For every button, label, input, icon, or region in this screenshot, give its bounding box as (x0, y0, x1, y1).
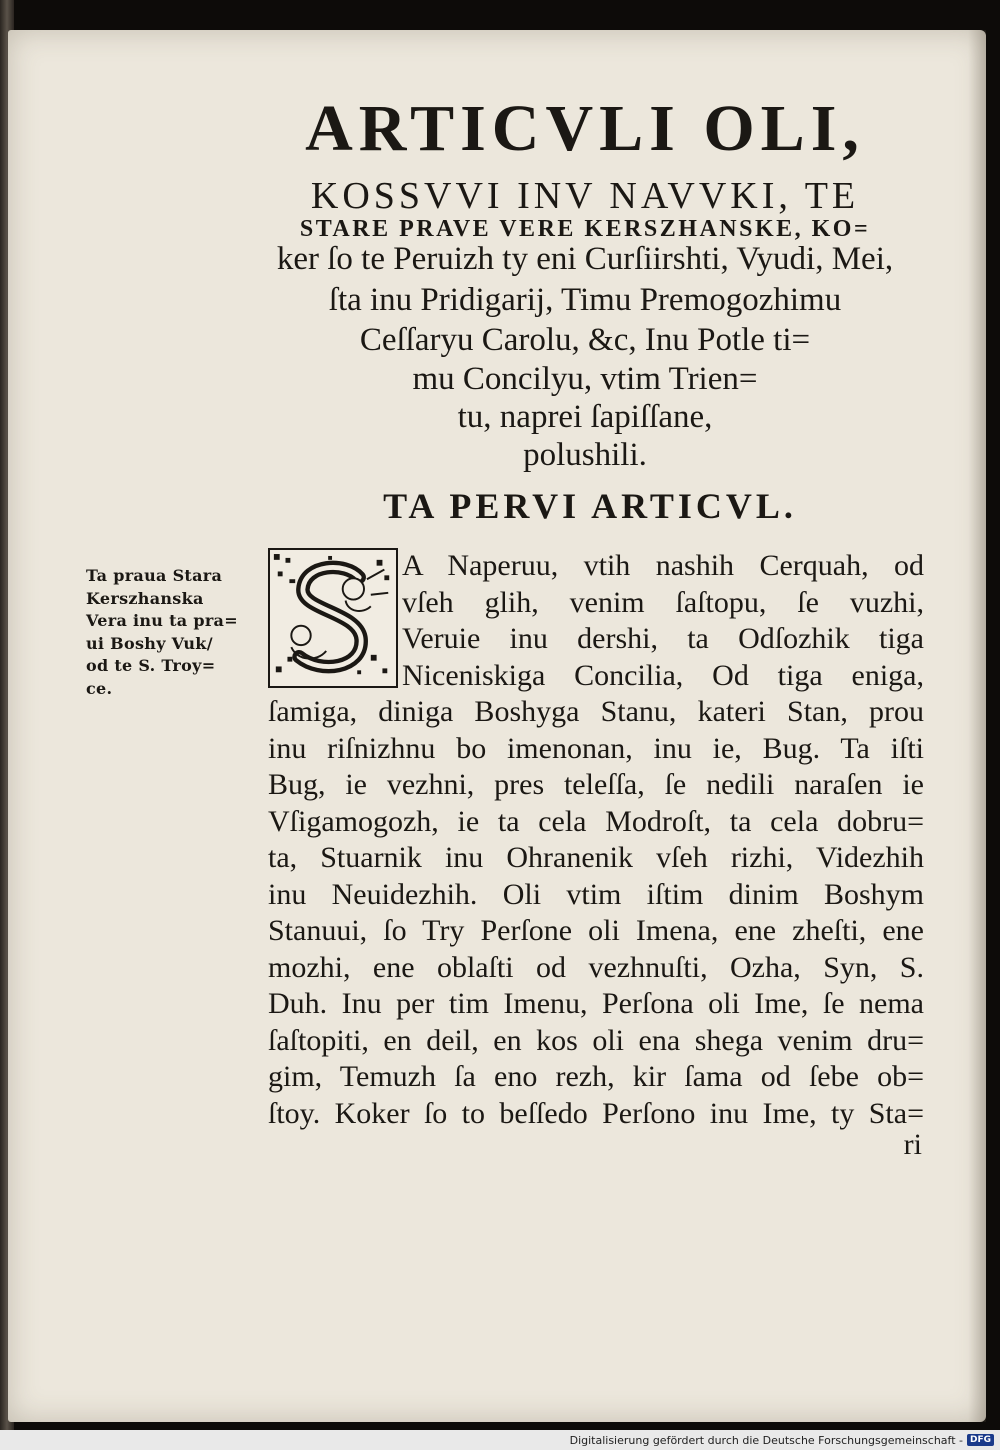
body-line: Duh. Inu per tim Imenu, Perſona oli Ime, ſe nema (268, 987, 924, 1020)
title-line-5: Ceſſaryu Carolu, &c, Inu Potle ti= (359, 322, 811, 358)
body-line: ſamiga, diniga Boshyga Stanu, kateri Stan, prou (268, 695, 924, 728)
marginal-note (86, 565, 261, 700)
marginal-note-line: Ta praua Stara (86, 566, 223, 585)
marginal-note-line: ui Boshy Vuk/ (86, 633, 213, 653)
title-line-7: tu, naprei ſapiſſane, (457, 399, 713, 435)
catchword: ri (903, 1128, 922, 1161)
body-line: mozhi, ene oblaſti od vezhnuſti, Ozha, Syn, S. (268, 950, 924, 984)
body-line: vſeh glih, venim ſaſtopu, ſe vuzhi, (402, 585, 924, 619)
title-line-4: ſta inu Pridigarij, Timu Premogozhimu (328, 282, 842, 318)
title-line-8: polushili. (523, 437, 647, 473)
body-line: gim, Temuzh ſa eno rezh, kir ſama od ſebe ob= (268, 1060, 924, 1093)
body-line: ſtoy. Koker ſo to beſſedo Perſono inu Ime, ty Sta= (268, 1096, 924, 1130)
body-line: Niceniskiga Concilia, Od tiga eniga, (402, 658, 924, 692)
marginal-note-line: od te S. Troy= (86, 656, 216, 675)
body-line: A Naperuu, vtih nashih Cerquah, od (402, 549, 924, 582)
title-line-2: STARE PRAVE VERE KERSZHANSKE, KO= (299, 216, 871, 242)
title-line-3: ker ſo te Peruizh ty eni Curſiirshti, Vyudi, Mei, (276, 241, 894, 277)
body-line: Bug, ie vezhni, pres teleſſa, ſe nedili naraſen ie (268, 768, 924, 801)
body-line: inu riſnizhnu bo imenonan, inu ie, Bug. Ta iſti (268, 731, 924, 765)
marginal-note-line: Vera inu ta pra= (86, 611, 238, 630)
body-line: Veruie inu dershi, ta Odſozhik tiga (402, 622, 924, 655)
digitization-footer (0, 1430, 1000, 1450)
dfg-logo[interactable]: DFG (967, 1434, 994, 1446)
section-title: TA PERVI ARTICVL. (383, 486, 797, 526)
decorated-initial (268, 548, 398, 688)
title-line-1: KOSSVVI INV NAVVKI, TE (310, 175, 860, 217)
body-line: ta, Stuarnik inu Ohranenik vſeh rizhi, Videzhih (268, 841, 924, 874)
body-line: inu Neuidezhih. Oli vtim iſtim dinim Boshym (268, 877, 924, 911)
footer-credit-text: Digitalisierung gefördert durch die Deutsche Forschungsgemeinschaft - (569, 1433, 963, 1447)
body-line: Vſigamogozh, ie ta cela Modroſt, ta cela dobru= (268, 804, 924, 838)
page-edge-shadow (968, 30, 986, 1422)
marginal-note-line: Kerszhanska (86, 588, 204, 608)
decorated-initial-s-icon (270, 550, 396, 686)
marginal-note-line: ce. (86, 678, 113, 698)
body-line: Stanuui, ſo Try Perſone oli Imena, ene zheſti, ene (268, 914, 924, 947)
body-line: ſaſtopiti, en deil, en kos oli ena shega venim dru= (268, 1023, 924, 1057)
title-main: ARTICVLI OLI, (305, 92, 865, 165)
title-line-6: mu Concilyu, vtim Trien= (412, 361, 758, 397)
